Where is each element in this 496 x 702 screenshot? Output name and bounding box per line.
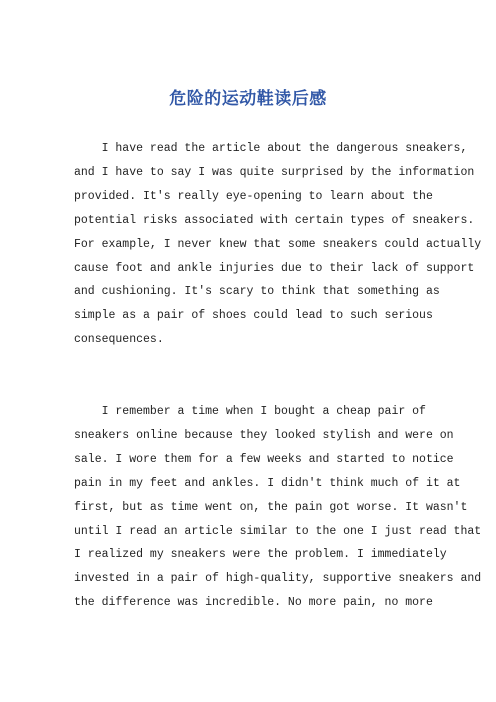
paragraph-line: simple as a pair of shoes could lead to such serious bbox=[74, 309, 433, 323]
paragraph-1 bbox=[74, 137, 482, 352]
paragraph-line: For example, I never knew that some sneakers could actually bbox=[74, 237, 482, 251]
paragraph-line: pain in my feet and ankles. I didn't think much of it at bbox=[74, 476, 461, 490]
paragraph-line: I have read the article about the dangerous sneakers, bbox=[74, 142, 468, 155]
paragraph-line: sneakers online because they looked stylish and were on bbox=[74, 428, 454, 442]
document-title: 危险的运动鞋读后感 bbox=[169, 89, 327, 109]
paragraph-line: first, but as time went on, the pain got worse. It wasn't bbox=[74, 500, 468, 514]
paragraph-line: invested in a pair of high-quality, supportive sneakers and bbox=[74, 572, 482, 586]
paragraph-line: the difference was incredible. No more pain, no more bbox=[74, 596, 433, 610]
paragraph-line: I remember a time when I bought a cheap pair of bbox=[74, 405, 426, 418]
paragraph-2 bbox=[74, 400, 482, 615]
paragraph-line: potential risks associated with certain types of sneakers. bbox=[74, 213, 475, 227]
paragraph-line: sale. I wore them for a few weeks and started to notice bbox=[74, 452, 454, 466]
paragraph-line: I realized my sneakers were the problem. I immediately bbox=[74, 548, 447, 562]
paragraph-line: and I have to say I was quite surprised by the information bbox=[74, 165, 475, 179]
paragraph-line: cause foot and ankle injuries due to their lack of support bbox=[74, 261, 475, 275]
paragraph-line: and cushioning. It's scary to think that something as bbox=[74, 285, 440, 299]
paragraph-line: consequences. bbox=[74, 333, 164, 347]
paragraph-line: provided. It's really eye-opening to learn about the bbox=[74, 189, 433, 203]
paragraph-line: until I read an article similar to the one I just read that bbox=[74, 524, 482, 538]
